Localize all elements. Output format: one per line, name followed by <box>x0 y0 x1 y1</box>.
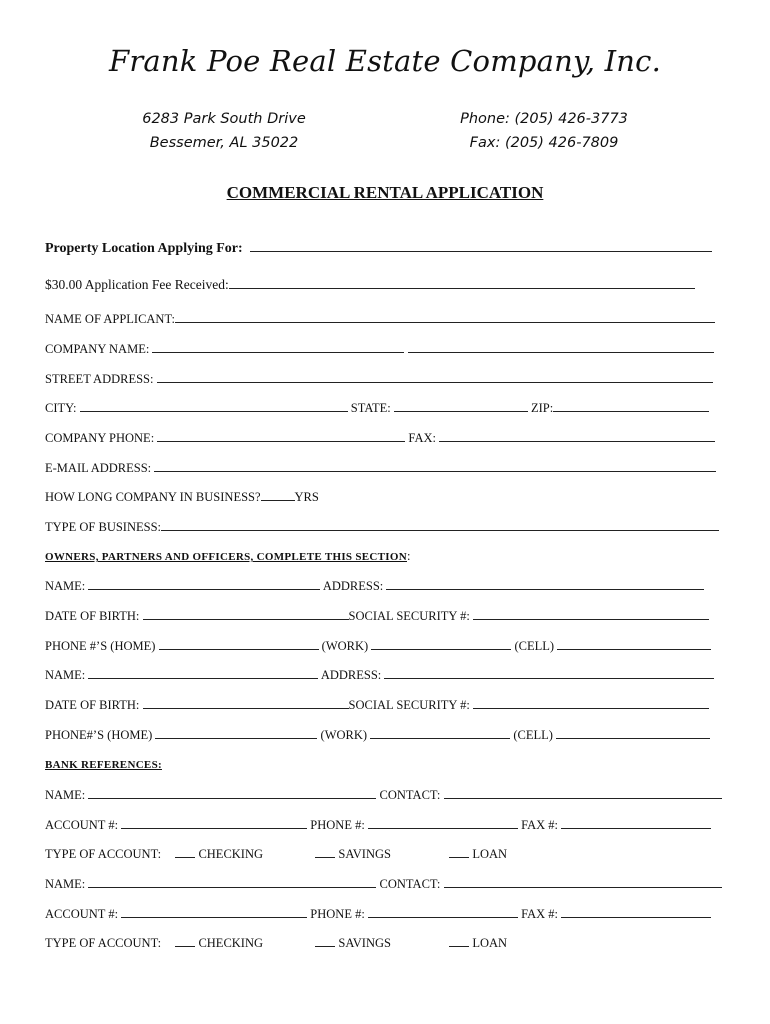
owners-section-heading-row <box>45 549 410 564</box>
years-in-business-row <box>45 489 319 505</box>
owner1-address-label: ADDRESS: <box>322 579 384 593</box>
bank2-phone-field[interactable] <box>368 906 518 918</box>
bank2-phone-label: PHONE #: <box>310 907 365 921</box>
fax-label: FAX: <box>408 431 436 445</box>
state-label: STATE: <box>350 401 391 415</box>
owner1-name-field[interactable] <box>88 578 320 590</box>
bank2-account-row <box>45 906 711 922</box>
company-fax: Fax: (205) 426-7809 <box>469 135 619 151</box>
owner1-ssn-field[interactable] <box>473 608 709 620</box>
bank2-name-label: NAME: <box>45 877 86 891</box>
company-name-field-1[interactable] <box>152 341 404 353</box>
bank2-type-row <box>45 935 507 951</box>
owner2-home-phone-field[interactable] <box>155 727 317 739</box>
company-phone-field[interactable] <box>157 430 405 442</box>
bank1-type-row <box>45 846 507 862</box>
bank1-fax-field[interactable] <box>561 817 711 829</box>
applicant-name-label: NAME OF APPLICANT: <box>45 312 175 326</box>
owner2-name-label: NAME: <box>45 668 86 682</box>
owner1-cell-label: (CELL) <box>514 639 555 653</box>
applicant-name-field[interactable] <box>175 311 715 323</box>
application-fee-row <box>45 277 695 293</box>
bank1-savings-label: SAVINGS <box>338 847 391 861</box>
bank1-loan-label: LOAN <box>472 847 508 861</box>
owner1-dob-row <box>45 608 709 624</box>
city-state-zip-row <box>45 400 709 416</box>
bank1-name-label: NAME: <box>45 788 86 802</box>
years-in-business-field[interactable] <box>261 489 295 501</box>
bank2-savings-label: SAVINGS <box>338 936 391 950</box>
email-row <box>45 460 716 476</box>
owner2-dob-field[interactable] <box>143 697 349 709</box>
owner1-cell-phone-field[interactable] <box>557 638 711 650</box>
bank1-checking-box[interactable] <box>175 846 195 858</box>
bank1-name-row <box>45 787 722 803</box>
bank-section-colon: : <box>158 759 162 771</box>
bank2-contact-label: CONTACT: <box>379 877 441 891</box>
bank-section-heading-row <box>45 757 162 772</box>
street-address-field[interactable] <box>157 371 713 383</box>
owner2-work-label: (WORK) <box>320 728 368 742</box>
bank1-account-row <box>45 817 711 833</box>
company-phone-row <box>45 430 715 446</box>
fax-field[interactable] <box>439 430 715 442</box>
owner1-home-phone-field[interactable] <box>159 638 319 650</box>
bank1-name-field[interactable] <box>88 787 376 799</box>
owner1-ssn-label: SOCIAL SECURITY #: <box>348 609 470 623</box>
bank1-phone-label: PHONE #: <box>310 818 365 832</box>
form-title: COMMERCIAL RENTAL APPLICATION <box>226 183 544 202</box>
bank2-loan-box[interactable] <box>449 935 469 947</box>
owner2-work-phone-field[interactable] <box>370 727 510 739</box>
owner2-address-label: ADDRESS: <box>320 668 382 682</box>
zip-label: ZIP: <box>530 401 554 415</box>
bank2-savings-box[interactable] <box>315 935 335 947</box>
yrs-label: YRS <box>294 490 319 504</box>
bank1-phone-field[interactable] <box>368 817 518 829</box>
owner2-ssn-field[interactable] <box>473 697 709 709</box>
owner2-phones-row <box>45 727 710 743</box>
company-address-line1: 6283 Park South Drive <box>142 111 306 127</box>
applicant-name-row <box>45 311 715 327</box>
city-field[interactable] <box>80 400 348 412</box>
company-name-label: COMPANY NAME: <box>45 342 150 356</box>
owner1-name-label: NAME: <box>45 579 86 593</box>
bank1-contact-label: CONTACT: <box>379 788 441 802</box>
owner2-name-row <box>45 667 714 683</box>
bank2-fax-field[interactable] <box>561 906 711 918</box>
owner1-phones-row <box>45 638 711 654</box>
bank2-contact-field[interactable] <box>444 876 722 888</box>
bank2-loan-label: LOAN <box>472 936 508 950</box>
property-location-field[interactable] <box>250 240 712 252</box>
owner2-home-phone-label: PHONE#’S (HOME) <box>45 728 153 742</box>
bank2-account-label: ACCOUNT #: <box>45 907 119 921</box>
application-fee-label: $30.00 Application Fee Received: <box>45 277 229 292</box>
owner2-cell-phone-field[interactable] <box>556 727 710 739</box>
company-address-line2: Bessemer, AL 35022 <box>149 135 299 151</box>
owner1-address-field[interactable] <box>386 578 704 590</box>
bank1-account-field[interactable] <box>121 817 307 829</box>
owner2-name-field[interactable] <box>88 667 318 679</box>
bank2-name-row <box>45 876 722 892</box>
owner1-dob-label: DATE OF BIRTH: <box>45 609 140 623</box>
bank2-type-label: TYPE OF ACCOUNT: <box>45 936 162 950</box>
bank1-fax-label: FAX #: <box>521 818 559 832</box>
owner2-dob-row <box>45 697 709 713</box>
bank2-name-field[interactable] <box>88 876 376 888</box>
owner2-dob-label: DATE OF BIRTH: <box>45 698 140 712</box>
bank2-checking-label: CHECKING <box>198 936 264 950</box>
company-phone: Phone: (205) 426-3773 <box>460 111 628 127</box>
company-phone-label: COMPANY PHONE: <box>45 431 155 445</box>
type-of-business-row <box>45 519 719 535</box>
city-label: CITY: <box>45 401 77 415</box>
type-of-business-field[interactable] <box>161 519 719 531</box>
street-address-row <box>45 371 713 387</box>
owner2-ssn-label: SOCIAL SECURITY #: <box>348 698 470 712</box>
email-field[interactable] <box>154 460 716 472</box>
company-name-field-2[interactable] <box>408 341 714 353</box>
bank2-account-field[interactable] <box>121 906 307 918</box>
owner1-work-phone-field[interactable] <box>371 638 511 650</box>
bank1-contact-field[interactable] <box>444 787 722 799</box>
bank1-type-label: TYPE OF ACCOUNT: <box>45 847 162 861</box>
owners-section-colon: : <box>406 549 411 563</box>
bank-section-heading: BANK REFERENCES <box>45 759 158 771</box>
years-in-business-label: HOW LONG COMPANY IN BUSINESS? <box>45 490 261 504</box>
bank1-checking-label: CHECKING <box>198 847 264 861</box>
company-name: Frank Poe Real Estate Company, Inc. <box>109 44 661 78</box>
bank1-account-label: ACCOUNT #: <box>45 818 119 832</box>
owner1-dob-field[interactable] <box>143 608 349 620</box>
email-label: E-MAIL ADDRESS: <box>45 461 152 475</box>
bank1-savings-box[interactable] <box>315 846 335 858</box>
street-address-label: STREET ADDRESS: <box>45 372 154 386</box>
state-field[interactable] <box>394 400 528 412</box>
property-location-row <box>45 240 712 257</box>
bank1-loan-box[interactable] <box>449 846 469 858</box>
owner1-name-row <box>45 578 704 594</box>
bank2-checking-box[interactable] <box>175 935 195 947</box>
type-of-business-label: TYPE OF BUSINESS: <box>45 520 161 534</box>
owners-section-heading: OWNERS, PARTNERS AND OFFICERS, COMPLETE THIS SECTION <box>45 551 407 563</box>
owner1-work-label: (WORK) <box>321 639 369 653</box>
owner2-cell-label: (CELL) <box>513 728 553 742</box>
company-name-row <box>45 341 714 357</box>
owner2-address-field[interactable] <box>384 667 714 679</box>
property-location-label: Property Location Applying For: <box>45 241 243 256</box>
bank2-fax-label: FAX #: <box>521 907 559 921</box>
application-fee-field[interactable] <box>229 277 695 289</box>
owner1-home-phone-label: PHONE #’S (HOME) <box>45 639 156 653</box>
zip-field[interactable] <box>553 400 709 412</box>
